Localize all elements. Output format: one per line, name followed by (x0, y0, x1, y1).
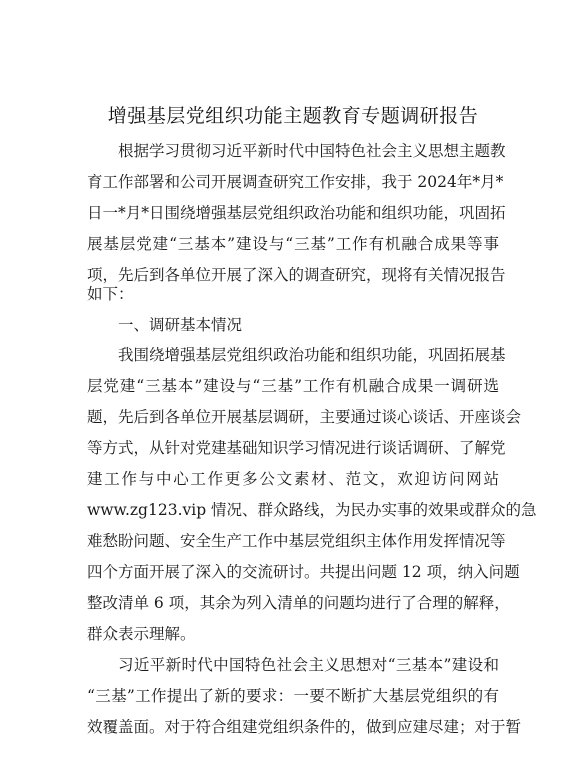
paragraph-1-closing: 如下： (87, 285, 134, 303)
section-1-heading: 一、调研基本情况 (118, 316, 243, 334)
paragraph-3-line-3: 效覆盖面。对于符合组建党组织条件的，做到应建尽建；对于暂 (87, 718, 522, 736)
paragraph-1-line-3: 日一*月*日围绕增强基层党组织政治功能和组织功能，巩固拓 (87, 204, 506, 222)
paragraph-2-line-10: 群众表示理解。 (87, 625, 196, 643)
paragraph-1-line-2: 育工作部署和公司开展调查研究工作安排，我于 2024年*月* (87, 173, 504, 191)
paragraph-2-line-8: 四个方面开展了深入的交流研讨。共提出问题 12 项，纳入问题 (87, 563, 520, 581)
paragraph-2-line-2: 层党建“三基本”建设与“三基”工作有机融合成果一调研选 (87, 377, 499, 395)
paragraph-2-line-4: 等方式，从针对党建基础知识学习情况进行谈话调研、了解党 (87, 439, 506, 457)
paragraph-2-line-5: 建工作与中心工作更多公文素材、范文，欢迎访问网站 (87, 470, 499, 488)
paragraph-1-line-4: 展基层党建“三基本”建设与“三基”工作有机融合成果等事 (87, 235, 499, 253)
paragraph-2-line-6: www.zg123.vip 情况、群众路线，为民办实事的效果或群众的急 (87, 501, 537, 519)
paragraph-2-line-7: 难愁盼问题、安全生产工作中基层党组织主体作用发挥情况等 (87, 532, 506, 550)
paragraph-2-line-1: 我围绕增强基层党组织政治功能和组织功能，巩固拓展基 (118, 346, 506, 364)
paragraph-3-line-1: 习近平新时代中国特色社会主义思想对“三基本”建设和 (118, 656, 499, 674)
paragraph-1-line-5: 项，先后到各单位开展了深入的调查研究，现将有关情况报告 (87, 266, 506, 284)
document-title: 增强基层党组织功能主题教育专题调研报告 (107, 105, 479, 127)
paragraph-2-line-9: 整改清单 6 项，其余为列入清单的问题均进行了合理的解释， (87, 594, 510, 612)
paragraph-2-line-3: 题，先后到各单位开展基层调研，主要通过谈心谈话、开座谈会 (87, 408, 522, 426)
paragraph-1-line-1: 根据学习贯彻习近平新时代中国特色社会主义思想主题教 (118, 142, 506, 160)
paragraph-3-line-2: “三基”工作提出了新的要求：一要不断扩大基层党组织的有 (87, 687, 499, 705)
